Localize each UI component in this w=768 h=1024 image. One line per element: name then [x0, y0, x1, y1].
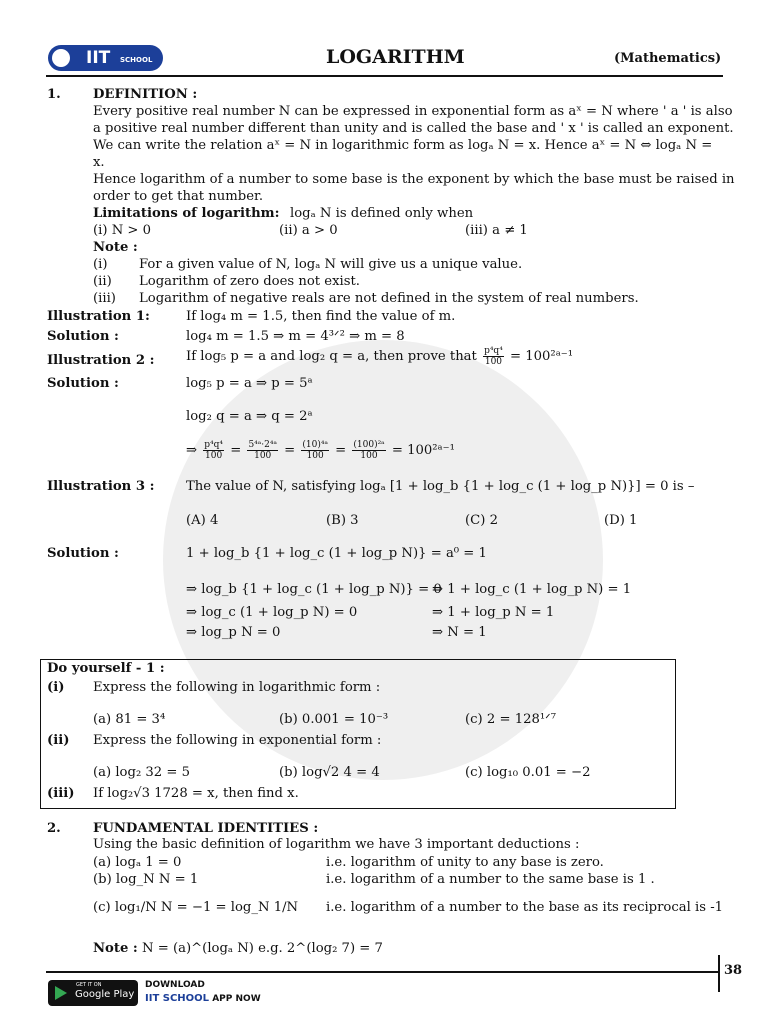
subquestion: (b) log√2 4 = 4: [279, 765, 380, 780]
fraction-num: (10)⁴ᵃ: [302, 440, 328, 450]
fraction-den: 100: [484, 357, 503, 367]
solution-text: log₄ m = 1.5 ⇒ m = 4³ᐟ² ⇒ m = 8: [186, 329, 405, 344]
question-num: (i): [47, 680, 65, 695]
definition-line: Every positive real number N can be expressed in exponential form as aˣ = N where ' a ' is also: [93, 104, 733, 119]
note-label: Note :: [93, 240, 138, 255]
subquestion: (c) 2 = 128¹ᐟ⁷: [465, 712, 557, 727]
question-text: If log₂√3 1728 = x, then find x.: [93, 786, 299, 801]
note-text: Logarithm of zero does not exist.: [139, 274, 361, 289]
definition-line: x.: [93, 155, 105, 170]
question-text: = 100²ᵃ⁻¹: [510, 349, 574, 364]
subquestion: (b) 0.001 = 10⁻³: [279, 712, 389, 727]
section-heading: FUNDAMENTAL IDENTITIES :: [93, 821, 319, 836]
option: (B) 3: [326, 513, 359, 528]
illustration-label: Illustration 2 :: [47, 353, 155, 368]
solution-text: ⇒ 1 + log_c (1 + log_p N) = 1: [432, 582, 632, 597]
option: (D) 1: [604, 513, 638, 528]
fraction-num: 5⁴ᵃ·2⁴ᵃ: [248, 440, 277, 450]
illustration-label: Illustration 1:: [47, 309, 150, 324]
definition-line: Hence logarithm of a number to some base is the exponent by which the base must be raised in: [93, 172, 735, 187]
note-text: N = (a)^(logₐ N) e.g. 2^(log₂ 7) = 7: [142, 941, 383, 956]
illustration-question: The value of N, satisfying logₐ [1 + log_b {1 + log_c (1 + log_p N)}] = 0 is –: [186, 479, 695, 494]
question-text: Express the following in exponential form :: [93, 733, 382, 748]
subject-label: (Mathematics): [614, 51, 722, 66]
fraction-den: 100: [306, 451, 324, 461]
condition: (ii) a > 0: [279, 223, 338, 238]
section-intro: Using the basic definition of logarithm we have 3 important deductions :: [93, 837, 580, 852]
solution-text: log₅ p = a ⇒ p = 5ᵃ: [186, 376, 313, 391]
solution-label: Solution :: [47, 546, 119, 561]
solution-label: Solution :: [47, 376, 119, 391]
note-num: (ii): [93, 274, 112, 289]
condition: (i) N > 0: [93, 223, 152, 238]
condition: (iii) a ≠ 1: [465, 223, 528, 238]
page-title: LOGARITHM: [326, 46, 465, 68]
solution-text: ⇒ N = 1: [432, 625, 487, 640]
gp-small-text: GET IT ON: [76, 982, 102, 988]
brand-text: IIT SCHOOL: [145, 993, 210, 1004]
header-rule: [46, 75, 723, 77]
download-text: DOWNLOAD: [145, 980, 205, 990]
limitations-text: logₐ N is defined only when: [290, 206, 474, 221]
definition-line: order to get that number.: [93, 189, 264, 204]
note-num: (i): [93, 257, 108, 272]
identity-desc: i.e. logarithm of a number to the base as its reciprocal is -1: [326, 900, 724, 915]
question-text: Express the following in logarithmic form :: [93, 680, 381, 695]
identity-desc: i.e. logarithm of a number to the same base is 1 .: [326, 872, 655, 887]
fraction-num: p⁴q⁴: [204, 440, 224, 450]
page-number: 38: [724, 963, 743, 978]
fraction-num: (100)²ᵃ: [353, 440, 385, 450]
gp-big-text: Google Play: [75, 989, 135, 1000]
note-label: Note :: [93, 941, 138, 956]
definition-line: a positive real number different than unity and is called the base and ' x ' is called an exponent.: [93, 121, 734, 136]
subquestion: (c) log₁₀ 0.01 = −2: [465, 765, 591, 780]
fraction: [247, 440, 277, 461]
section-heading: DEFINITION :: [93, 87, 198, 102]
note-line: [93, 941, 383, 956]
illustration-question: [186, 346, 573, 367]
do-yourself-title: Do yourself - 1 :: [47, 661, 165, 676]
subquestion: (a) log₂ 32 = 5: [93, 765, 191, 780]
identity: (a) logₐ 1 = 0: [93, 855, 182, 870]
fraction-den: 100: [254, 451, 272, 461]
fraction: [203, 440, 224, 461]
app-text: APP NOW: [212, 994, 261, 1004]
note-text: Logarithm of negative reals are not defined in the system of real numbers.: [139, 291, 639, 306]
solution-text: ⇒ log_p N = 0: [186, 625, 281, 640]
equation-result: = 100²ᵃ⁻¹: [391, 443, 455, 458]
identity-desc: i.e. logarithm of unity to any base is zero.: [326, 855, 604, 870]
fraction: [301, 440, 329, 461]
fraction: [483, 346, 504, 367]
implies-symbol: ⇒: [186, 443, 198, 458]
subquestion: (a) 81 = 3⁴: [93, 712, 166, 727]
question-num: (iii): [47, 786, 75, 801]
solution-text: 1 + log_b {1 + log_c (1 + log_p N)} = a⁰ = 1: [186, 546, 487, 561]
fraction-den: 100: [360, 451, 378, 461]
identity: (b) log_N N = 1: [93, 872, 199, 887]
section-number: 2.: [47, 821, 61, 836]
solution-text: ⇒ 1 + log_p N = 1: [432, 605, 555, 620]
option: (A) 4: [186, 513, 219, 528]
solution-label: Solution :: [47, 329, 119, 344]
solution-text: ⇒ log_c (1 + log_p N) = 0: [186, 605, 358, 620]
fraction-num: p⁴q⁴: [484, 346, 503, 356]
download-line: [145, 993, 261, 1004]
note-num: (iii): [93, 291, 116, 306]
identity: (c) log₁/N N = −1 = log_N 1/N: [93, 900, 299, 915]
question-text: If log₅ p = a and log₂ q = a, then prove that: [186, 349, 477, 364]
note-text: For a given value of N, logₐ N will give us a unique value.: [139, 257, 523, 272]
solution-text: log₂ q = a ⇒ q = 2ᵃ: [186, 409, 313, 424]
footer-rule: [46, 971, 719, 973]
fraction: [352, 440, 385, 461]
limitations-label: Limitations of logarithm:: [93, 206, 280, 221]
illustration-question: If log₄ m = 1.5, then find the value of m.: [186, 309, 456, 324]
question-num: (ii): [47, 733, 70, 748]
logo-text: IIT: [86, 48, 111, 68]
solution-equation: ⇒ $\frac{\text{p⁴q⁴}}{100}$ = $\frac{\text{5⁴ᵃ·2⁴ᵃ}}{100}$ = $\frac{\text{(10)⁴ᵃ}}{100}$ = $\frac{\text{(100)²ᵃ}}{100}$ = 100²ᵃ⁻¹: [186, 440, 455, 461]
illustration-label: Illustration 3 :: [47, 479, 155, 494]
footer-vrule: [718, 955, 720, 992]
logo-sub: SCHOOL: [120, 56, 153, 64]
fraction-den: 100: [205, 451, 223, 461]
logo-badge-icon: [52, 49, 70, 67]
definition-line: We can write the relation aˣ = N in logarithmic form as logₐ N = x. Hence aˣ = N ⇔ logₐ N =: [93, 138, 713, 153]
play-icon: [55, 986, 67, 1000]
solution-text: ⇒ log_b {1 + log_c (1 + log_p N)} = 0: [186, 582, 442, 597]
section-number: 1.: [47, 87, 61, 102]
option: (C) 2: [465, 513, 498, 528]
